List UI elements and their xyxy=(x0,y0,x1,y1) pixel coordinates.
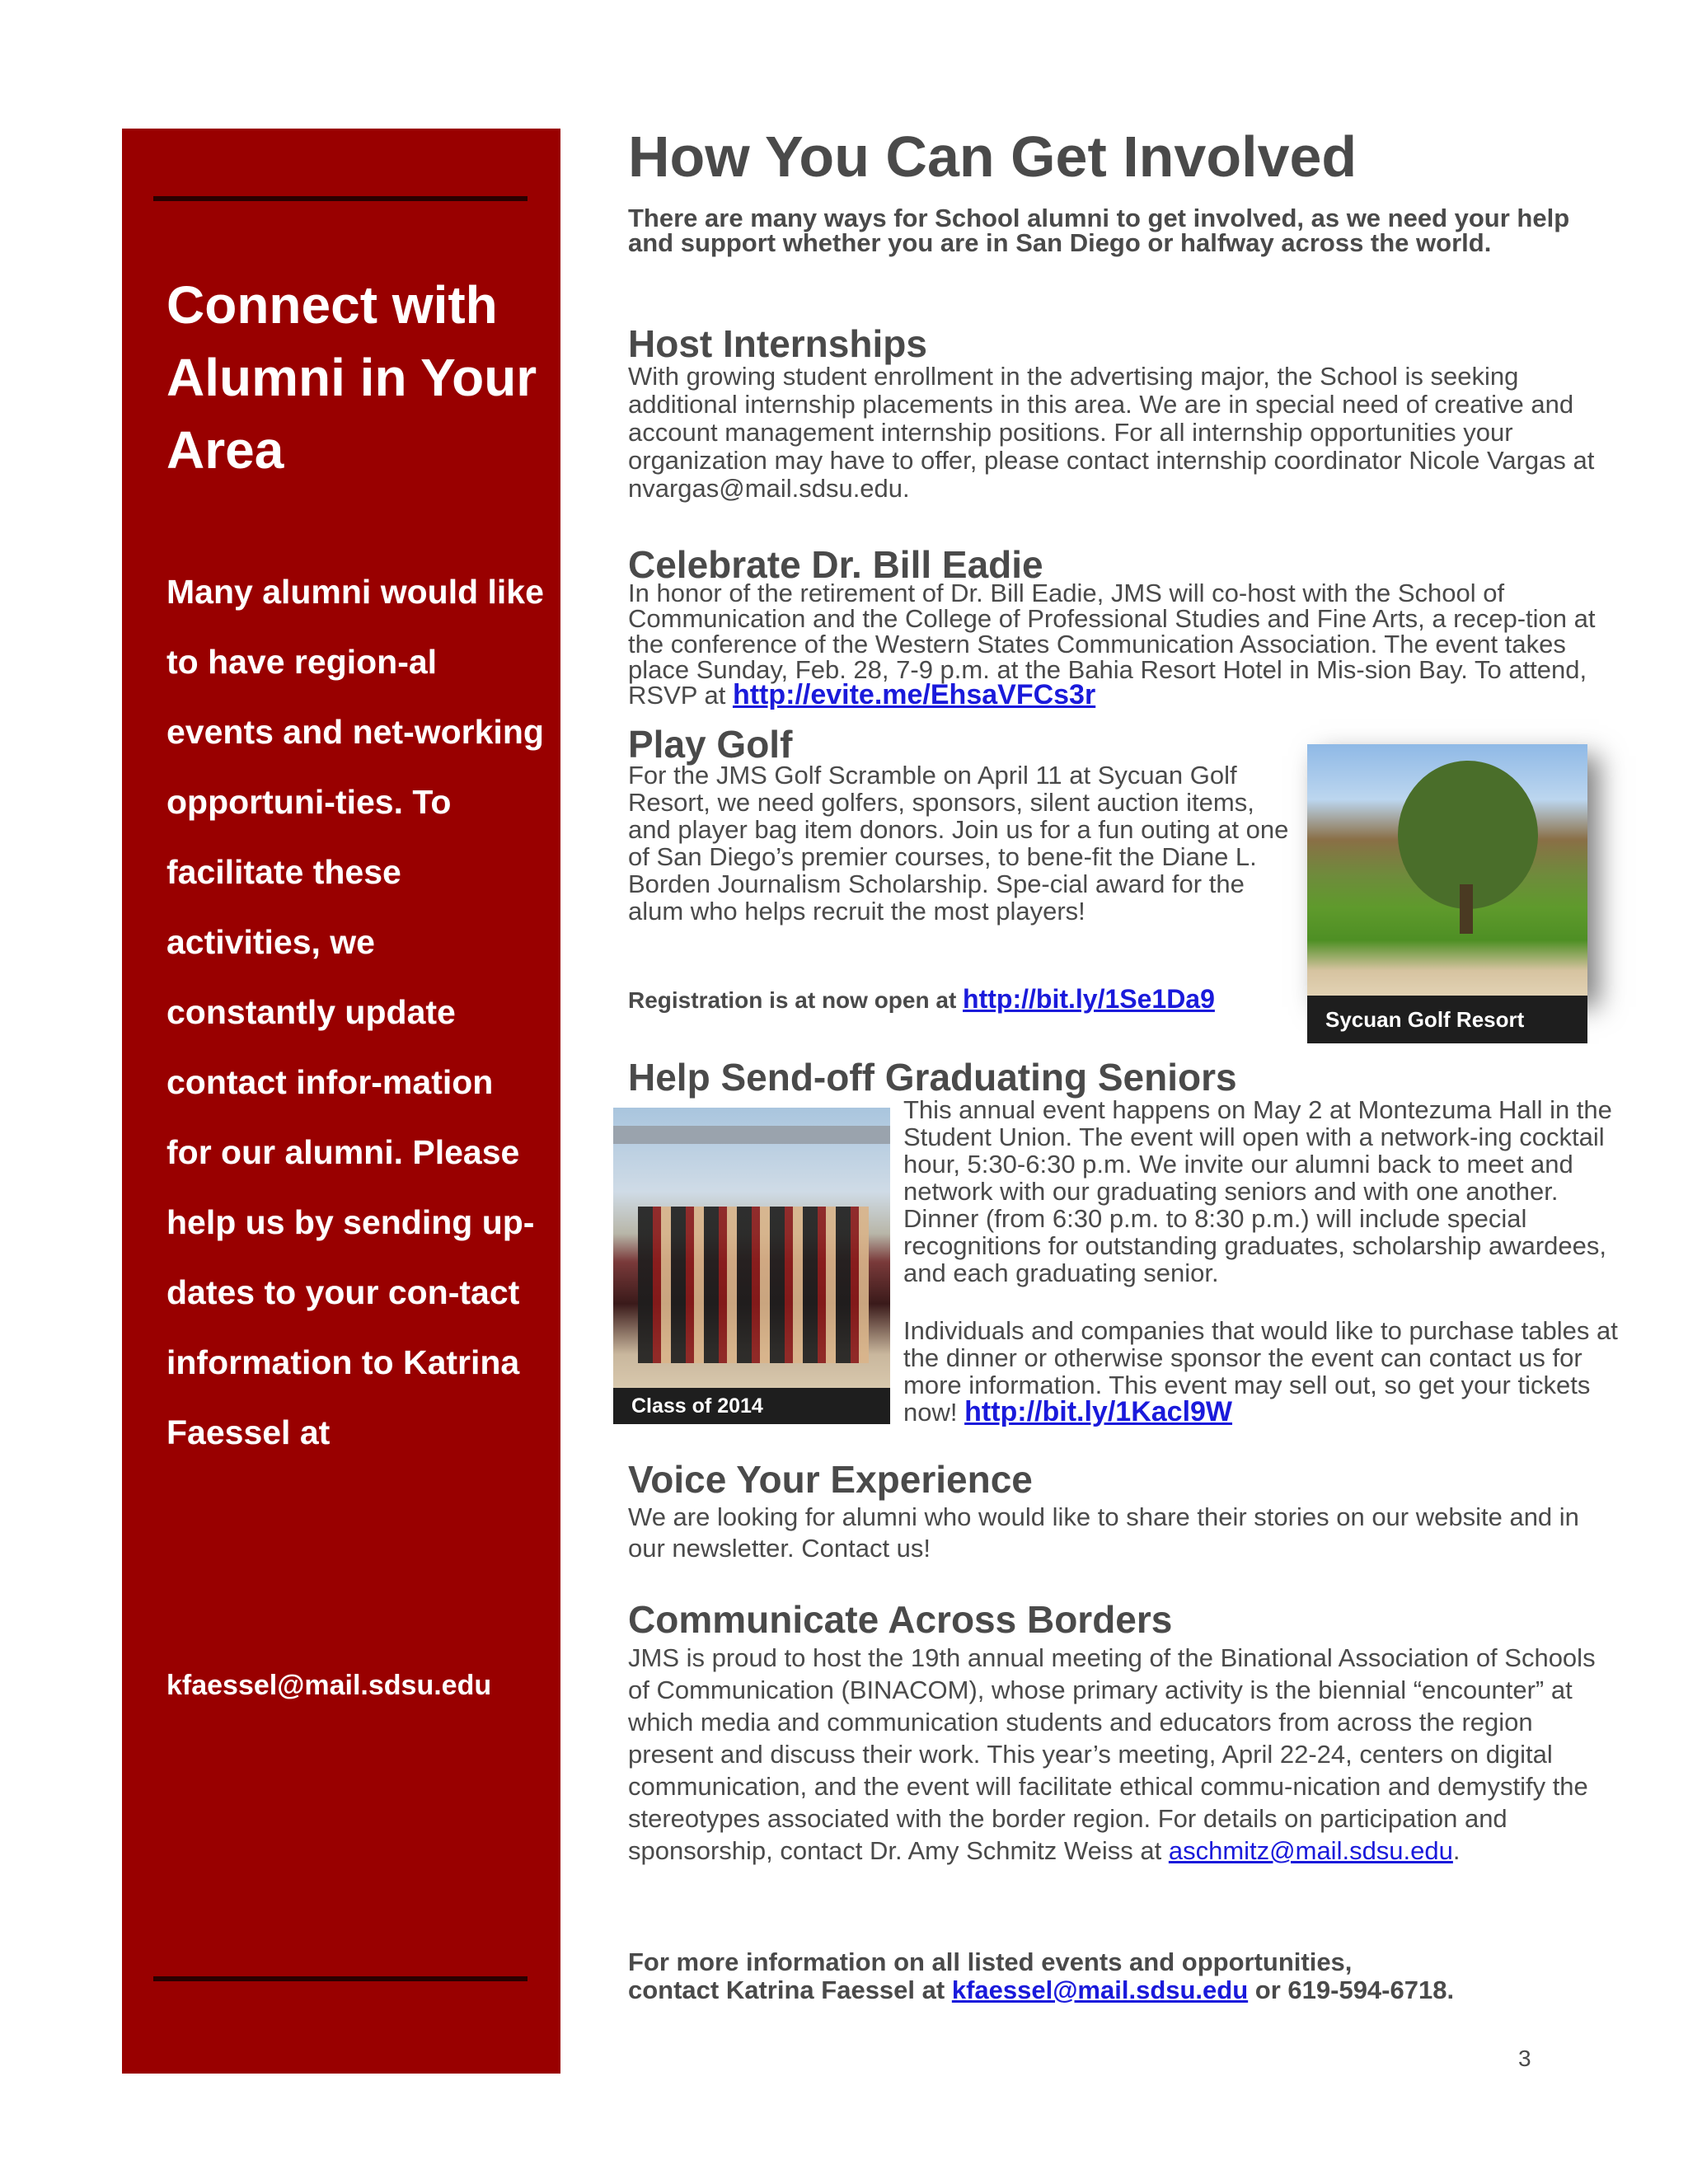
sidebar-email: kfaessel@mail.sdsu.edu xyxy=(166,1670,492,1701)
sidebar-blurb: Many alumni would like to have region-al events and net-working opportuni-ties. To facilitate these activities, we constantly update contact infor-mation for our alumni. Please help us by sending up-dates to your con-tact information to Katrina Faessel at xyxy=(166,573,544,1451)
voice-body: We are looking for alumni who would like to share their stories on our website and in our newsletter. Contact us! xyxy=(628,1502,1579,1563)
tree-trunk-shape xyxy=(1460,884,1473,934)
graduates-photo xyxy=(613,1108,890,1388)
seniors-tickets-link[interactable]: http://bit.ly/1Kacl9W xyxy=(964,1396,1233,1427)
intro-text: There are many ways for School alumni to get involved, as we need your help and support whether you are in San Diego or halfway across the world. xyxy=(628,204,1570,257)
golf-course-photo xyxy=(1307,744,1587,996)
graduates-photo-caption: Class of 2014 xyxy=(613,1388,890,1424)
eadie-paragraph xyxy=(628,580,1617,708)
footer-line-2 xyxy=(628,1976,1454,2004)
bridge-shape xyxy=(613,1126,890,1144)
eadie-body: In honor of the retirement of Dr. Bill Eadie, JMS will co-host with the School of Communication and the College of Professional Studies and Fine Arts, a recep-tion at the conference of the Western States Communication Association. The event takes place Sunday, Feb. 28, 7-9 p.m. at the Bahia Resort Hotel in Mis-sion Bay. To attend, RSVP at xyxy=(628,579,1596,710)
seniors-paragraph-2 xyxy=(903,1317,1625,1426)
eadie-rsvp-link[interactable]: http://evite.me/EhsaVFCs3r xyxy=(732,679,1096,710)
borders-body: JMS is proud to host the 19th annual meeting of the Binational Association of Schools of Communication (BINACOM), whose primary activity is the biennial “encounter” at which media and communication students and educators from across the region present and discuss their work. This year’s meeting, April 22-24, centers on digital communication, and the event will facilitate ethical commu-nication and demystify the stereotypes associated with the border region. For details on participation and sponsorship, contact Dr. Amy Schmitz Weiss at xyxy=(628,1643,1596,1865)
borders-end: . xyxy=(1452,1836,1461,1865)
footer-suffix: or 619-594-6718. xyxy=(1254,1975,1455,2004)
internships-heading: Host Internships xyxy=(628,322,927,365)
golf-heading: Play Golf xyxy=(628,723,793,766)
borders-paragraph xyxy=(628,1642,1617,1867)
borders-heading: Communicate Across Borders xyxy=(628,1598,1173,1641)
golf-photo-caption: Sycuan Golf Resort xyxy=(1307,996,1587,1043)
golf-registration-link[interactable]: http://bit.ly/1Se1Da9 xyxy=(963,984,1215,1014)
sidebar-bottom-rule xyxy=(153,1976,528,1981)
footer-prefix: contact Katrina Faessel at xyxy=(628,1975,945,2004)
footer-email-link[interactable]: kfaessel@mail.sdsu.edu xyxy=(951,1975,1249,2004)
sidebar-heading: Connect with Alumni in Your Area xyxy=(166,275,537,480)
graduates-group-shape xyxy=(638,1207,869,1363)
seniors-heading: Help Send-off Graduating Seniors xyxy=(628,1056,1237,1099)
seniors-body-1: This annual event happens on May 2 at Montezuma Hall in the Student Union. The event will open with a network-ing cocktail hour, 5:30-6:30 p.m. We invite our alumni back to meet and network with our graduating seniors and with one another. Dinner (from 6:30 p.m. to 8:30 p.m.) will include special recognitions for outstanding graduates, scholarship awardees, and each graduating senior. xyxy=(903,1095,1612,1287)
page-title: How You Can Get Involved xyxy=(628,124,1357,189)
sidebar-panel xyxy=(122,129,560,2074)
borders-email-link[interactable]: aschmitz@mail.sdsu.edu xyxy=(1168,1836,1453,1865)
internships-body: With growing student enrollment in the advertising major, the School is seeking additional internship placements in this area. We are in special need of creative and account management internship positions. For all internship opportunities your organization may have to offer, please contact internship coordinator Nicole Vargas at nvargas@mail.sdsu.edu. xyxy=(628,362,1595,503)
golf-registration-text: Registration is at now open at xyxy=(628,987,957,1013)
eadie-heading: Celebrate Dr. Bill Eadie xyxy=(628,543,1043,586)
golf-body: For the JMS Golf Scramble on April 11 at Sycuan Golf Resort, we need golfers, sponsors, silent auction items, and player bag item donors. Join us for a fun outing at one of San Diego’s premier courses, to bene-fit the Diane L. Borden Journalism Scholarship. Spe-cial award for the alum who helps recruit the most players! xyxy=(628,761,1289,926)
sidebar-top-rule xyxy=(153,196,528,201)
page-number: 3 xyxy=(1518,2046,1531,2071)
seniors-body-2: Individuals and companies that would like to purchase tables at the dinner or otherwise sponsor the event can contact us for more information. This event may sell out, so get your tickets now! xyxy=(903,1316,1618,1427)
golf-registration xyxy=(628,984,1215,1015)
voice-heading: Voice Your Experience xyxy=(628,1458,1033,1501)
footer-line-1: For more information on all listed events and opportunities, xyxy=(628,1947,1353,1976)
